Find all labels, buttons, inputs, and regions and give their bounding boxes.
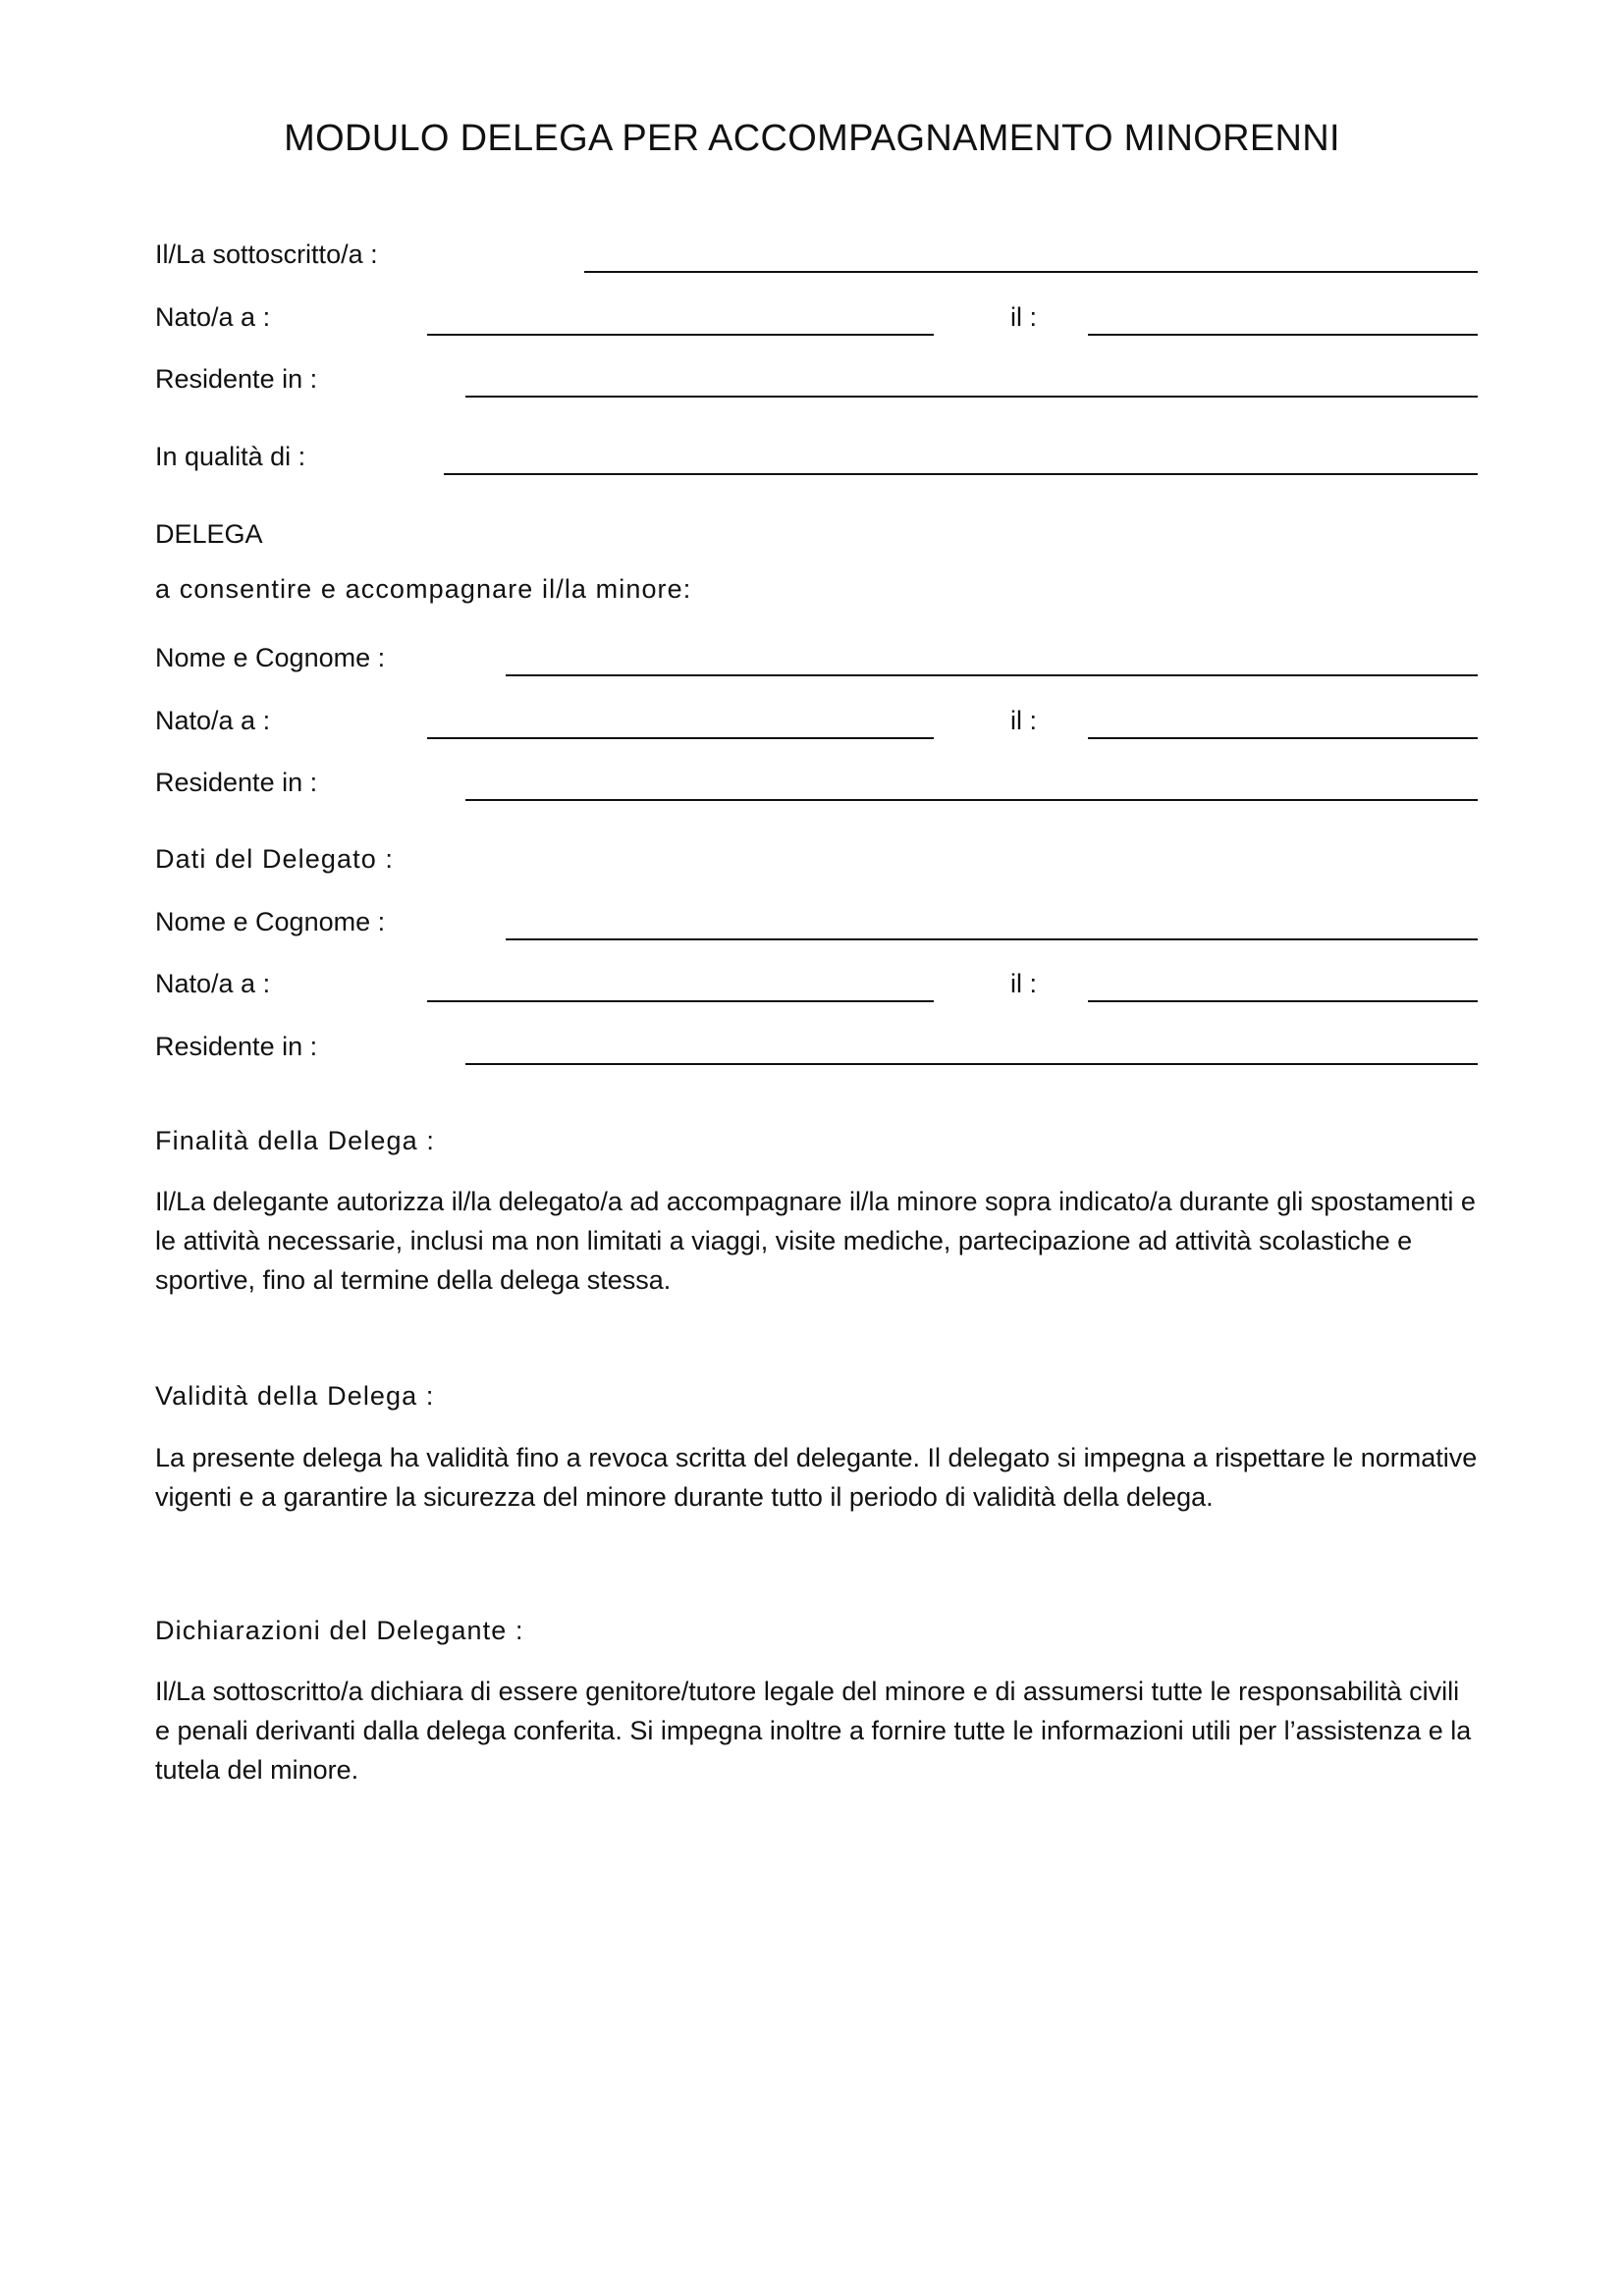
delegato-il-label: il : (1010, 969, 1037, 998)
delegante-il-field[interactable] (1088, 334, 1478, 336)
sottoscritto-field[interactable] (584, 271, 1478, 273)
minore-il-label: il : (1010, 706, 1037, 735)
delegato-residente-label: Residente in : (155, 1032, 318, 1061)
minore-il-field[interactable] (1088, 737, 1478, 739)
validita-heading: Validità della Delega : (155, 1381, 435, 1411)
minore-nato-field[interactable] (427, 737, 934, 739)
qualita-label: In qualità di : (155, 442, 306, 471)
delegante-nato-field[interactable] (427, 334, 934, 336)
delegante-residente-label: Residente in : (155, 364, 318, 394)
delegante-residente-field[interactable] (465, 396, 1478, 398)
delega-heading: DELEGA (155, 519, 263, 549)
delegato-il-field[interactable] (1088, 1000, 1478, 1002)
minore-residente-field[interactable] (465, 799, 1478, 801)
delegante-il-label: il : (1010, 302, 1037, 332)
delega-subheading: a consentire e accompagnare il/la minore: (155, 574, 692, 604)
minore-nome-label: Nome e Cognome : (155, 643, 386, 672)
delegato-heading: Dati del Delegato : (155, 844, 395, 874)
validita-text: La presente delega ha validità fino a revoca scritta del delegante. Il delegato si impegna a rispettare le normative vigenti e a garantire la sicurezza del minore durante tutto il periodo di validità della delega. (155, 1443, 1478, 1512)
document-title: MODULO DELEGA PER ACCOMPAGNAMENTO MINORENNI (284, 118, 1340, 159)
dichiarazioni-text: Il/La sottoscritto/a dichiara di essere genitore/tutore legale del minore e di assumersi tutte le responsabilità civili e penali derivanti dalla delega conferita. Si impegna inoltre a fornire tutte le informazioni utili per l’assistenza e la tutela del minore. (155, 1677, 1472, 1785)
minore-residente-label: Residente in : (155, 768, 318, 797)
finalita-text: Il/La delegante autorizza il/la delegato/a ad accompagnare il/la minore sopra indicato/a durante gli spostamenti e le attività necessarie, inclusi ma non limitati a viaggi, visite mediche, partecipazione ad attività scolastiche e sportive, fino al termine della delega stessa. (155, 1187, 1476, 1295)
delegato-nome-field[interactable] (506, 938, 1478, 940)
delegato-residente-field[interactable] (465, 1063, 1478, 1065)
minore-nome-field[interactable] (506, 674, 1478, 676)
delegato-nome-label: Nome e Cognome : (155, 907, 386, 936)
delegante-nato-label: Nato/a a : (155, 302, 271, 332)
dichiarazioni-heading: Dichiarazioni del Delegante : (155, 1616, 524, 1645)
delegato-nato-field[interactable] (427, 1000, 934, 1002)
finalita-heading: Finalità della Delega : (155, 1126, 435, 1155)
qualita-field[interactable] (444, 473, 1478, 475)
sottoscritto-label: Il/La sottoscritto/a : (155, 240, 378, 269)
delegato-nato-label: Nato/a a : (155, 969, 271, 998)
minore-nato-label: Nato/a a : (155, 706, 271, 735)
